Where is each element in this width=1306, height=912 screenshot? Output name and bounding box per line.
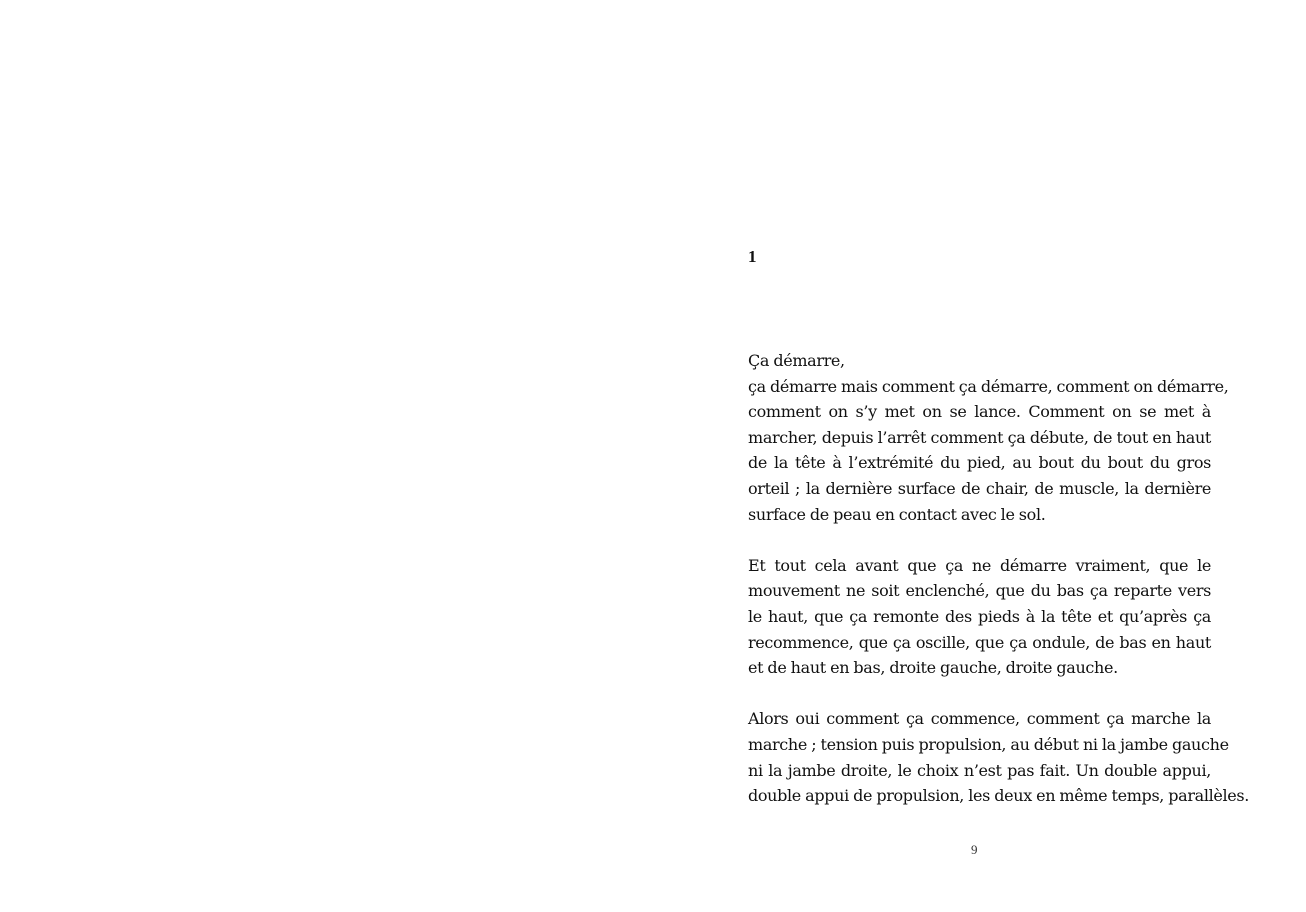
text-line: ça démarre mais comment ça démarre, comment on démarre, [748, 376, 1229, 396]
paragraph-gap [748, 681, 1211, 707]
text-line: surface de peau en contact avec le sol. [748, 504, 1046, 524]
right-page [653, 0, 1306, 912]
text-line: Et tout cela avant que ça ne démarre vraiment, que le [748, 555, 1211, 575]
text-line: Alors oui comment ça commence, comment ça marche la [748, 709, 1211, 729]
text-line: marche ; tension puis propulsion, au début ni la jambe gauche [748, 734, 1229, 754]
text-line: marcher, depuis l’arrêt comment ça débute, de tout en haut [748, 427, 1211, 447]
text-line: mouvement ne soit enclenché, que du bas ça reparte vers [748, 581, 1211, 601]
text-line: Ça démarre, [748, 351, 845, 370]
text-line: orteil ; la dernière surface de chair, de muscle, la dernière [748, 478, 1211, 498]
text-line: et de haut en bas, droite gauche, droite gauche. [748, 658, 1118, 678]
chapter-number: 1 [748, 247, 757, 266]
text-line: double appui de propulsion, les deux en même temps, parallèles. [748, 786, 1249, 806]
paragraph-gap [748, 527, 1211, 553]
text-line: comment on s’y met on se lance. Comment on se met à [748, 402, 1211, 422]
body-text [748, 348, 1249, 809]
text-line: de la tête à l’extrémité du pied, au bout du bout du gros [748, 453, 1211, 473]
page-number: 9 [971, 842, 978, 857]
text-line: ni la jambe droite, le choix n’est pas fait. Un double appui, [748, 760, 1211, 780]
text-line: le haut, que ça remonte des pieds à la tête et qu’après ça [748, 606, 1211, 626]
text-line: recommence, que ça oscille, que ça ondule, de bas en haut [748, 632, 1211, 652]
